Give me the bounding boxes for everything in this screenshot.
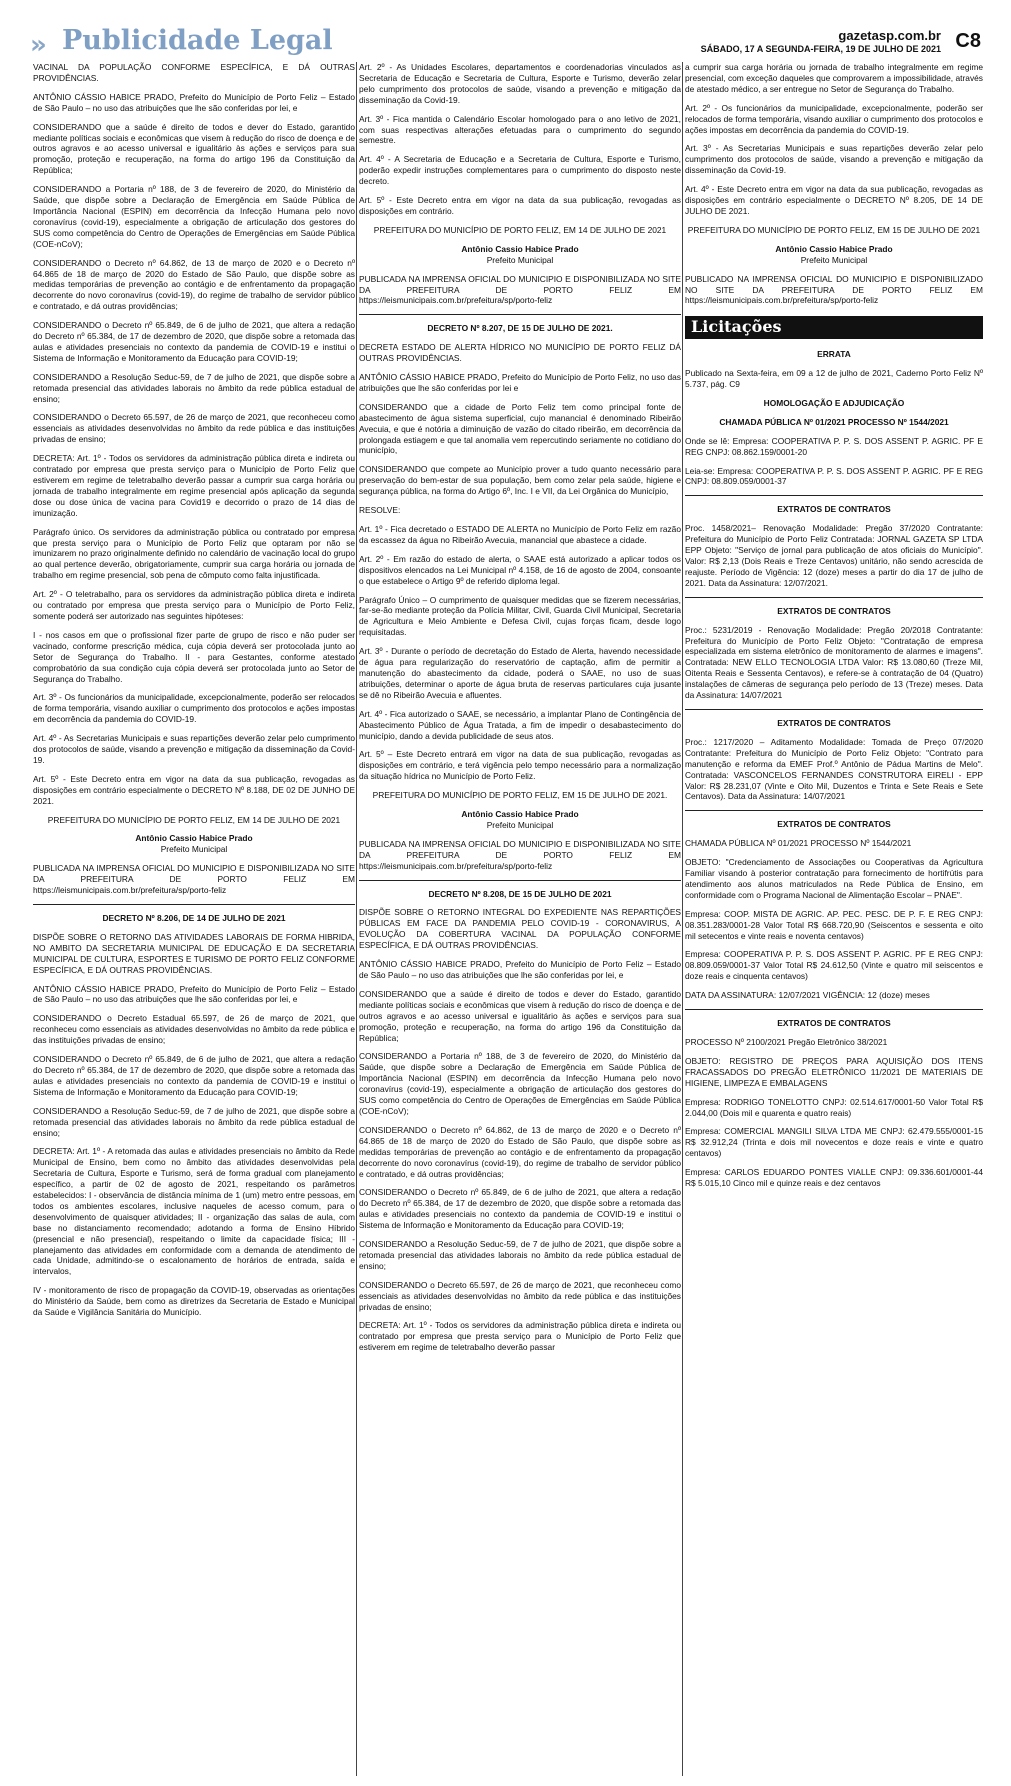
paragraph: Empresa: RODRIGO TONELOTTO CNPJ: 02.514.617/0001-50 Valor Total R$ 2.044,00 (Dois mil e quarenta e quatro reais) bbox=[685, 1096, 983, 1118]
contract-extract: Proc. 1458/2021– Renovação Modalidade: Pregão 37/2020 Contratante: Prefeitura do Município de Porto Feliz Contratada: JORNAL GAZETA SP LTDA EPP Objeto: "Serviço de jornal para publicação de atos oficiais do Município". Valor: R$ 2,13 (Dois Reais e Treze Centavos) unitário, não sendo acrescida de reajuste. Período de Vigência: 12 (doze) meses a partir do dia 17 de julho de 2021. Data da Assinatura: 12/07/2021. bbox=[685, 523, 983, 588]
separator bbox=[359, 880, 681, 881]
contract-extract: Proc.: 1217/2020 – Aditamento Modalidade: Tomada de Preço 07/2020 Contratante: Prefeitura do Município de Porto Feliz Objeto: "Contrato para manutenção e reforma da EMEF Prof.º Antônio de Pádua Martins de Melo". Contratada: VASCONCELOS FERNANDES CONSTRUTORA EIRELI - EPP Valor: R$ 28.231,07 (Vinte e Oito Mil, Duzentos e Trinta e Sete Reais e Sete Centavos). Data da Assinatura: 14/07/2021 bbox=[685, 736, 983, 802]
paragraph: Art. 3º - Durante o período de decretação do Estado de Alerta, havendo necessidade de água para regularização do reservatório de captação, afim de permitir a manutenção do abastecimento da cidade, poderá o SAAE, no uso de suas atribuições, determinar o aporte de água bruta de reservas particulares cuja jusante se dê no Ribeirão Avecuia e afluentes. bbox=[359, 646, 681, 700]
paragraph: ANTÔNIO CÁSSIO HABICE PRADO, Prefeito do Município de Porto Feliz – Estado de São Paulo – no uso das atribuições que lhe são conferidas por lei, e bbox=[33, 983, 355, 1005]
separator bbox=[685, 810, 983, 811]
site-url: gazetasp.com.br bbox=[838, 28, 941, 43]
separator bbox=[685, 709, 983, 710]
paragraph: Art. 3º - Fica mantida o Calendário Escolar homologado para o ano letivo de 2021, com suas respectivas alterações efetuadas para o cumprimento do segundo semestre. bbox=[359, 113, 681, 146]
paragraph: CONSIDERANDO que a saúde é direito de todos e dever do Estado, garantido mediante políticas sociais e econômicas que visem à redução do risco de doença e de outros agravos e ao acesso universal e igualitário às ações e serviços para sua promoção, proteção e recuperação, na forma do artigo 196 da Constituição da República; bbox=[33, 121, 355, 176]
paragraph: ANTÔNIO CÁSSIO HABICE PRADO, Prefeito do Município de Porto Feliz – Estado de São Paulo – no uso das atribuições que lhe são conferidas por lei, e bbox=[33, 91, 355, 113]
signature-name: Antônio Cassio Habice Prado bbox=[461, 809, 579, 820]
paragraph: CONSIDERANDO a Portaria nº 188, de 3 de fevereiro de 2020, do Ministério da Saúde, que dispõe sobre a Declaração de Emergência em Saúde Pública de Importância Nacional (ESPIN) em decorrência da Infecção Humana pelo novo coronavírus (covid-19), especialmente a obrigação de articulação dos gestores do SUS como competência do Centro de Operações de Emergências em Saúde Pública (COE-nCoV); bbox=[359, 1051, 681, 1116]
paragraph: a cumprir sua carga horária ou jornada de trabalho integralmente em regime presencial, com exceção daqueles que comprovarem a impossibilidade, através de atestado médico, a ser entregue no Setor de Segurança do Trabalho. bbox=[685, 62, 983, 94]
signature-role: Prefeito Municipal bbox=[800, 254, 868, 265]
publication-note: PUBLICADA NA IMPRENSA OFICIAL DO MUNICIPIO E DISPONIBILIZADA NO SITE DA PREFEITURA DE PORTO FELIZ EM https://leismunicipais.com.br/prefeitura/sp/porto-feliz bbox=[33, 863, 355, 896]
signature-place-date: PREFEITURA DO MUNICÍPIO DE PORTO FELIZ, EM 15 DE JULHO DE 2021 bbox=[687, 224, 981, 235]
subheading: HOMOLOGAÇÃO E ADJUDICAÇÃO bbox=[763, 397, 905, 408]
separator bbox=[359, 314, 681, 315]
double-chevron-icon: » bbox=[30, 30, 45, 60]
signature-name: Antônio Cassio Habice Prado bbox=[775, 243, 893, 254]
paragraph: Art. 1º - Fica decretado o ESTADO DE ALERTA no Município de Porto Feliz em razão da escassez da água no Ribeirão Avecuia, manancial que abastece a cidade. bbox=[359, 524, 681, 545]
paragraph: Parágrafo Único – O cumprimento de quaisquer medidas que se fizerem necessárias, far-se-ão mediante proteção da Polícia Militar, Civil, Guarda Civil Municipal, Secretaria de Agricultura e Meio Ambiente e Defesa Civil, cujas forças ficam, desde logo requisitadas. bbox=[359, 594, 681, 638]
paragraph: Art. 4º - Este Decreto entra em vigor na data da sua publicação, revogadas as disposições em contrário especialmente o DECRETO Nº 8.205, DE 14 DE JULHO DE 2021. bbox=[685, 184, 983, 216]
contract-extract-title: EXTRATOS DE CONTRATOS bbox=[777, 605, 891, 616]
signature-name: Antônio Cassio Habice Prado bbox=[461, 243, 579, 254]
decree-summary: DISPÕE SOBRE O RETORNO INTEGRAL DO EXPEDIENTE NAS REPARTIÇÕES PÚBLICAS EM FACE DA PANDEMIA PELO COVID-19 - CORONAVIRUS, A EVOLUÇÃO DA COBERTURA VACINAL DA POPULAÇÃO CONFORME ESPECÍFICA, E DÁ OUTRAS PROVIDÊNCIAS. bbox=[359, 907, 681, 951]
contract-extract-title: EXTRATOS DE CONTRATOS bbox=[777, 504, 891, 515]
paragraph: DECRETA: Art. 1º - A retomada das aulas e atividades presenciais no âmbito da Rede Municipal de Ensino, bem como no âmbito das atividades desenvolvidas pela Secretaria de Cultura, Esporte e Turismo, será de forma gradual com planejamento específico, a partir de 02 de agosto de 2021, respeitando os parâmetros estabelecidos: I - observância de distância mínima de 1 (um) metro entre pessoas, em todos os ambientes escolares, inclusive naqueles de acesso comum, para o desenvolvimento de quaisquer atividades; II - organização das salas de aula, com base no distanciamento recomendado; adotando a forma de Ensino Híbrido (presencial e não presencial), respeitando o limite da capacidade física; III - planejamento das atividades em conformidade com a demanda de atendimento de cada Unidade, admitindo-se o escalonamento de horários de entrada, saída e intervalos, bbox=[33, 1146, 355, 1277]
paragraph: CONSIDERANDO o Decreto 65.597, de 26 de março de 2021, que reconheceu como essenciais as atividades desenvolvidas no âmbito da rede pública e das instituições privadas de ensino; bbox=[33, 412, 355, 445]
paragraph: Art. 4º - As Secretarias Municipais e suas repartições deverão zelar pelo cumprimento dos protocolos de saúde, visando a prevenção e mitigação da disseminação da Covid-19. bbox=[33, 733, 355, 765]
paragraph: CONSIDERANDO o Decreto nº 65.849, de 6 de julho de 2021, que altera a redação do Decreto nº 65.384, de 17 de dezembro de 2020, que dispõe sobre a retomada das aulas e atividades presenciais no contexto da pandemia de COVID-19 e institui o Sistema de Informação e Monitoramento da Educação para COVID-19; bbox=[359, 1187, 681, 1231]
column-3 bbox=[685, 62, 983, 1786]
signature-role: Prefeito Municipal bbox=[486, 254, 554, 265]
errata-title: ERRATA bbox=[817, 349, 851, 360]
paragraph: CONSIDERANDO o Decreto nº 64.862, de 13 de março de 2020 e o Decreto nº 64.865 de 18 de março de 2020 do Estado de São Paulo, que dispõe sobre as medidas temporárias de prevenção ao contágio e de enfrentamento da propagação decorrente do novo coronavírus (covid-19), do regime de trabalho de servidor público e contratado, e dá outras providências; bbox=[359, 1124, 681, 1179]
paragraph: CONSIDERANDO o Decreto nº 65.849, de 6 de julho de 2021, que altera a redação do Decreto nº 65.384, de 17 de dezembro de 2020, que dispõe sobre a retomada das aulas e atividades presenciais no contexto da pandemia de COVID-19 e institui o Sistema de Informação e Monitoramento da Educação para COVID-19; bbox=[33, 320, 355, 363]
paragraph: CONSIDERANDO que a saúde é direito de todos e dever do Estado, garantido mediante políticas sociais e econômicas que visem à redução do risco de doença e de outros agravos e ao acesso universal e igualitário às ações e serviços para sua promoção, proteção e recuperação, na forma do artigo 196 da Constituição da República; bbox=[359, 988, 681, 1043]
paragraph: ANTÔNIO CÁSSIO HABICE PRADO, Prefeito do Município de Porto Feliz, no uso das atribuições que lhe são conferidas por lei e bbox=[359, 372, 681, 393]
column-divider bbox=[356, 62, 357, 1776]
paragraph: CONSIDERANDO que compete ao Município prover a tudo quanto necessário para preservação do bem-estar de sua população, bem como zelar pela saúde, higiene e segurança pública, na forma do Artigo 6º, Inc. I e VII, da Lei Orgânica do Município, bbox=[359, 464, 681, 497]
paragraph: Art. 4º - Fica autorizado o SAAE, se necessário, a implantar Plano de Contingência de Abastecimento Público de Água Tratada, a fim de impedir o desabastecimento do município, dando a devida publicidade de seus atos. bbox=[359, 708, 681, 741]
paragraph: DECRETA: Art. 1º - Todos os servidores da administração pública direta e indireta ou contratado por empresa que presta serviço para o Município de Porto Feliz que estiverem em regime de teletrabalho deverão passar bbox=[359, 1320, 681, 1353]
paragraph: Parágrafo único. Os servidores da administração pública ou contratado por empresa que presta serviço para o Município de Porto Feliz que optaram por não se imunizarem no prazo originalmente definido no calendário de vacinação local do grupo ao qual pertence deverão, obrigatoriamente, cumprir sua carga horária ou jornada de trabalho em regime presencial, sob pena de cômputo como falta injustificada. bbox=[33, 526, 355, 581]
contract-extract-title: EXTRATOS DE CONTRATOS bbox=[777, 819, 891, 830]
column-1 bbox=[33, 62, 355, 1786]
paragraph: Leia-se: Empresa: COOPERATIVA P. P. S. DOS ASSENT P. AGRIC. PF E REG CNPJ: 08.809.059/0001-37 bbox=[685, 465, 983, 487]
licitacoes-banner: Licitações bbox=[685, 316, 983, 339]
paragraph: CONSIDERANDO a Resolução Seduc-59, de 7 de julho de 2021, que dispõe sobre a retomada presencial das atividades laborais no âmbito da rede pública estadual de ensino; bbox=[33, 371, 355, 404]
decree-summary: DISPÕE SOBRE O RETORNO DAS ATIVIDADES LABORAIS DE FORMA HIBRIDA, NO AMBITO DA SECRETARIA MUNICIPAL DE EDUCAÇÃO E DA SECRETARIA MUNICIPAL DE CULTURA, ESPORTES E TURISMO DE PORTO FELIZ CONFORME ESPECÍFICA, E DÁ OUTRAS PROVIDÊNCIAS. bbox=[33, 931, 355, 975]
paragraph: CHAMADA PÚBLICA Nº 01/2021 PROCESSO Nº 1544/2021 bbox=[685, 838, 912, 849]
signature-place-date: PREFEITURA DO MUNICÍPIO DE PORTO FELIZ, EM 15 DE JULHO DE 2021. bbox=[372, 790, 668, 801]
paragraph: RESOLVE: bbox=[359, 505, 401, 516]
publication-note: PUBLICADA NA IMPRENSA OFICIAL DO MUNICIPIO E DISPONIBILIZADA NO SITE DA PREFEITURA DE PORTO FELIZ EM https://leismunicipais.com.br/prefeitura/sp/porto-feliz bbox=[359, 838, 681, 871]
paragraph: CONSIDERANDO o Decreto nº 64.862, de 13 de março de 2020 e o Decreto nº 64.865 de 18 de março de 2020 do Estado de São Paulo, que dispõe sobre as medidas temporárias de prevenção ao contágio e de enfrentamento da propagação decorrente do novo coronavírus (covid-19), do regime de trabalho de servidor público e contratado, e dá outras providências; bbox=[33, 257, 355, 312]
paragraph: CONSIDERANDO que a cidade de Porto Feliz tem como principal fonte de abastecimento de água sistema superficial, cujo manancial é denominado Ribeirão Avecuia, e que é notória a diminuição de vazão do citado ribeirão, em decorrência da prolongada estiagem e que tal anomalia vem repercutindo seriamente no cotidiano do município, bbox=[359, 401, 681, 456]
paragraph: CONSIDERANDO a Resolução Seduc-59, de 7 de julho de 2021, que dispõe sobre a retomada presencial das atividades laborais no âmbito da rede pública estadual de ensino; bbox=[359, 1239, 681, 1271]
paragraph: Art. 5º - Este Decreto entra em vigor na data da sua publicação, revogadas as disposições em contrário. bbox=[359, 195, 681, 216]
separator bbox=[33, 904, 355, 905]
paragraph: Art. 2º - As Unidades Escolares, departamentos e coordenadorias vinculados as Secretaria de Educação e Secretaria de Cultura, Esporte e Turismo, deverão zelar pelo cumprimento dos protocolos de saúde, visando a prevenção e mitigação da disseminação da Covid-19. bbox=[359, 62, 681, 105]
separator bbox=[685, 1009, 983, 1010]
section-title: Publicidade Legal bbox=[62, 25, 333, 56]
paragraph: Art. 5º – Este Decreto entrará em vigor na data de sua publicação, revogadas as disposições em contrário, e terá vigência pelo tempo necessário para a normalização da situação hídrica no Município de Porto Feliz. bbox=[359, 749, 681, 782]
signature-place-date: PREFEITURA DO MUNICÍPIO DE PORTO FELIZ, EM 14 DE JULHO DE 2021 bbox=[47, 814, 341, 825]
paragraph: ANTÔNIO CÁSSIO HABICE PRADO, Prefeito do Município de Porto Feliz – Estado de São Paulo – no uso das atribuições que lhe são conferidas por lei, e bbox=[359, 959, 681, 980]
publication-note: PUBLICADA NA IMPRENSA OFICIAL DO MUNICIPIO E DISPONIBILIZADA NO SITE DA PREFEITURA DE PORTO FELIZ EM https://leismunicipais.com.br/prefeitura/sp/porto-feliz bbox=[359, 273, 681, 306]
subheading: CHAMADA PÚBLICA Nº 01/2021 PROCESSO Nº 1544/2021 bbox=[719, 416, 949, 427]
publication-note: PUBLICADO NA IMPRENSA OFICIAL DO MUNICIPIO E DISPONIBILIZADO NO SITE DA PREFEITURA DE PORTO FELIZ EM https://leismunicipais.com.br/prefeitura/sp/porto-feliz bbox=[685, 273, 983, 306]
separator bbox=[685, 495, 983, 496]
signature-role: Prefeito Municipal bbox=[486, 819, 554, 830]
paragraph: OBJETO: "Credenciamento de Associações ou Cooperativas da Agricultura Familiar visando à posterior contratação para fornecimento de hortifrútis para atendimento aos alunos matriculados na Rede Pública de Ensino, em conformidade com o Programa Nacional de Alimentação Escolar – PNAE". bbox=[685, 857, 983, 900]
paragraph: IV - monitoramento de risco de propagação da COVID-19, observadas as orientações do Ministério da Saúde, bem como as diretrizes da Secretaria de Estado e Municipal da Saúde e Vigilância Sanitária do Município. bbox=[33, 1285, 355, 1318]
column-2 bbox=[359, 62, 681, 1786]
column-divider bbox=[682, 62, 683, 1776]
paragraph: DECRETA: Art. 1º - Todos os servidores da administração pública direta e indireta ou contratado por empresa que presta serviço para o Município de Porto Feliz que estiverem em regime de teletrabalho deverão passar a cumprir sua carga horária ou jornada de trabalho integralmente em regime presencial após aplicação da segunda dose ou dose única de vacina para Covid19 e decorrido o prazo de 14 dias de imunização. bbox=[33, 453, 355, 518]
paragraph: I - nos casos em que o profissional fizer parte de grupo de risco e não puder ser vacinado, conforme prescrição médica, cuja cópia deverá ser protocolada junto ao Setor de Segurança do Trabalho. II - para Gestantes, conforme atestado comprobatório da sua condição cuja cópia deverá ser protocolada junto ao Setor de Segurança do Trabalho. bbox=[33, 629, 355, 684]
paragraph: Art. 3º - As Secretarias Municipais e suas repartições deverão zelar pelo cumprimento dos protocolos de saúde, visando a prevenção e mitigação da disseminação da Covid-19. bbox=[685, 143, 983, 176]
paragraph: CONSIDERANDO a Resolução Seduc-59, de 7 de julho de 2021, que dispõe sobre a retomada presencial das atividades laborais no âmbito da rede pública estadual de ensino; bbox=[33, 1105, 355, 1138]
signature-role: Prefeito Municipal bbox=[160, 844, 228, 855]
page-header bbox=[0, 0, 1011, 62]
contract-extract: Proc.: 5231/2019 - Renovação Modalidade: Pregão 20/2018 Contratante: Prefeitura do Município de Porto Feliz Objeto: "Contratação de empresa especializada em sistema eletrônico de monitoramento de alarmes e imagens". Contratada: NEW ELLO TECNOLOGIA LTDA Valor: R$ 13.080,60 (Treze Mil, Oitenta Reais e Sessenta Centavos), e refere-se à contratação de 04 (Quatro) instalações de câmeras de segurança pelo período de 13 (Treze) meses. Data da Assinatura: 14/07/2021 bbox=[685, 624, 983, 701]
paragraph: CONSIDERANDO o Decreto nº 65.849, de 6 de julho de 2021, que altera a redação do Decreto nº 65.384, de 17 de dezembro de 2020, que dispõe sobre a retomada das aulas e atividades presenciais no contexto da pandemia de COVID-19 e institui o Sistema de Informação e Monitoramento da Educação para COVID-19; bbox=[33, 1054, 355, 1097]
decree-title: DECRETO Nº 8.206, DE 14 DE JULHO DE 2021 bbox=[102, 913, 286, 923]
paragraph: Art. 4º - A Secretaria de Educação e a Secretaria de Cultura, Esporte e Turismo, poderão expedir instruções complementares para o cumprimento do disposto neste decreto. bbox=[359, 154, 681, 187]
paragraph: Publicado na Sexta-feira, em 09 a 12 de julho de 2021, Caderno Porto Feliz Nº 5.737, pág. C9 bbox=[685, 368, 983, 390]
paragraph: VACINAL DA POPULAÇÃO CONFORME ESPECÍFICA, E DÁ OUTRAS PROVIDÊNCIAS. bbox=[33, 62, 355, 83]
paragraph: Art. 2º - Em razão do estado de alerta, o SAAE está autorizado a aplicar todos os dispositivos elencados na Lei Municipal nº 4.158, de 16 de agosto de 2004, consoante o que estabelece o Artigo 9º de referido diploma legal. bbox=[359, 553, 681, 586]
paragraph: PROCESSO Nº 2100/2021 Pregão Eletrônico 38/2021 bbox=[685, 1037, 888, 1047]
paragraph: OBJETO: REGISTRO DE PREÇOS PARA AQUISIÇÃO DOS ITENS FRACASSADOS DO PREGÃO ELETRÔNICO 11/2021 DE MATERIAIS DE HIGIENE, LIMPEZA E EMBALAGENS bbox=[685, 1055, 983, 1088]
decree-title: DECRETO Nº 8.207, DE 15 DE JULHO DE 2021. bbox=[427, 323, 613, 334]
edition-date: SÁBADO, 17 A SEGUNDA-FEIRA, 19 DE JULHO DE 2021 bbox=[700, 44, 941, 54]
paragraph: Empresa: COMERCIAL MANGILI SILVA LTDA ME CNPJ: 62.479.555/0001-15 R$ 32.912,24 (Trinta e dois mil novecentos e doze reais e vinte e quatro centavos) bbox=[685, 1126, 983, 1159]
decree-title: DECRETO Nº 8.208, DE 15 DE JULHO DE 2021 bbox=[428, 888, 612, 899]
paragraph: Onde se lê: Empresa: COOPERATIVA P. P. S. DOS ASSENT P. AGRIC. PF E REG CNPJ: 08.862.159/0001-20 bbox=[685, 435, 983, 457]
paragraph: Empresa: CARLOS EDUARDO PONTES VIALLE CNPJ: 09.336.601/0001-44 R$ 5.015,10 Cinco mil e quinze reais e dez centavos bbox=[685, 1167, 983, 1189]
paragraph: CONSIDERANDO o Decreto 65.597, de 26 de março de 2021, que reconheceu como essenciais as atividades desenvolvidas no âmbito da rede pública e das instituições privadas de ensino; bbox=[359, 1279, 681, 1312]
signature-place-date: PREFEITURA DO MUNICÍPIO DE PORTO FELIZ, EM 14 DE JULHO DE 2021 bbox=[373, 224, 667, 235]
contract-extract-title: EXTRATOS DE CONTRATOS bbox=[777, 717, 891, 728]
paragraph: CONSIDERANDO a Portaria nº 188, de 3 de fevereiro de 2020, do Ministério da Saúde, que dispõe sobre a Declaração de Emergência em Saúde Pública de Importância Nacional (ESPIN) em decorrência da Infecção Humana pelo novo coronavírus (covid-19), especialmente a obrigação de articulação dos gestores do SUS como competência do Centro de Operações de Emergências em Saúde Pública (COE-nCoV); bbox=[33, 184, 355, 249]
paragraph: Empresa: COOP. MISTA DE AGRIC. AP. PEC. PESC. DE P. F. E REG CNPJ: 08.351.283/0001-28 Valor Total R$ 668.720,90 (Seiscentos e sessenta e oito mil setecentos e vinte reais e noventa centavos) bbox=[685, 908, 983, 941]
paragraph: Art. 5º - Este Decreto entra em vigor na data da sua publicação, revogadas as disposições em contrário especialmente o DECRETO Nº 8.188, DE 02 DE JUNHO DE 2021. bbox=[33, 773, 355, 806]
paragraph: DATA DA ASSINATURA: 12/07/2021 VIGÊNCIA: 12 (doze) meses bbox=[685, 990, 930, 1001]
paragraph: Empresa: COOPERATIVA P. P. S. DOS ASSENT P. AGRIC. PF E REG CNPJ: 08.809.059/0001-37 Valor Total R$ 24.612,50 (Vinte e quatro mil seiscentos e doze reais e cinquenta centavos) bbox=[685, 949, 983, 982]
separator bbox=[685, 597, 983, 598]
paragraph: CONSIDERANDO o Decreto Estadual 65.597, de 26 de março de 2021, que reconheceu como essenciais as atividades desenvolvidas no âmbito da rede pública e das instituições privadas de ensino; bbox=[33, 1013, 355, 1046]
paragraph: Art. 3º - Os funcionários da municipalidade, excepcionalmente, poderão ser relocados de forma temporária, visando auxiliar o cumprimento dos protocolos e ações impostas em decorrência da pandemia do COVID-19. bbox=[33, 692, 355, 725]
decree-summary: DECRETA ESTADO DE ALERTA HÍDRICO NO MUNICÍPIO DE PORTO FELIZ DÁ OUTRAS PROVIDÊNCIAS. bbox=[359, 342, 681, 364]
contract-extract-title: EXTRATOS DE CONTRATOS bbox=[777, 1018, 891, 1029]
paragraph: Art. 2º - Os funcionários da municipalidade, excepcionalmente, poderão ser relocados de forma temporária, visando auxiliar o cumprimento dos protocolos e ações impostas em decorrência da pandemia do COVID-19. bbox=[685, 102, 983, 135]
signature-name: Antônio Cassio Habice Prado bbox=[135, 833, 253, 844]
paragraph: Art. 2º - O teletrabalho, para os servidores da administração pública direta e indireta ou contratado por empresa que presta serviço para o Município de Porto Feliz, somente poderá ser autorizado nas seguintes hipóteses: bbox=[33, 589, 355, 621]
page-number: C8 bbox=[955, 30, 981, 52]
